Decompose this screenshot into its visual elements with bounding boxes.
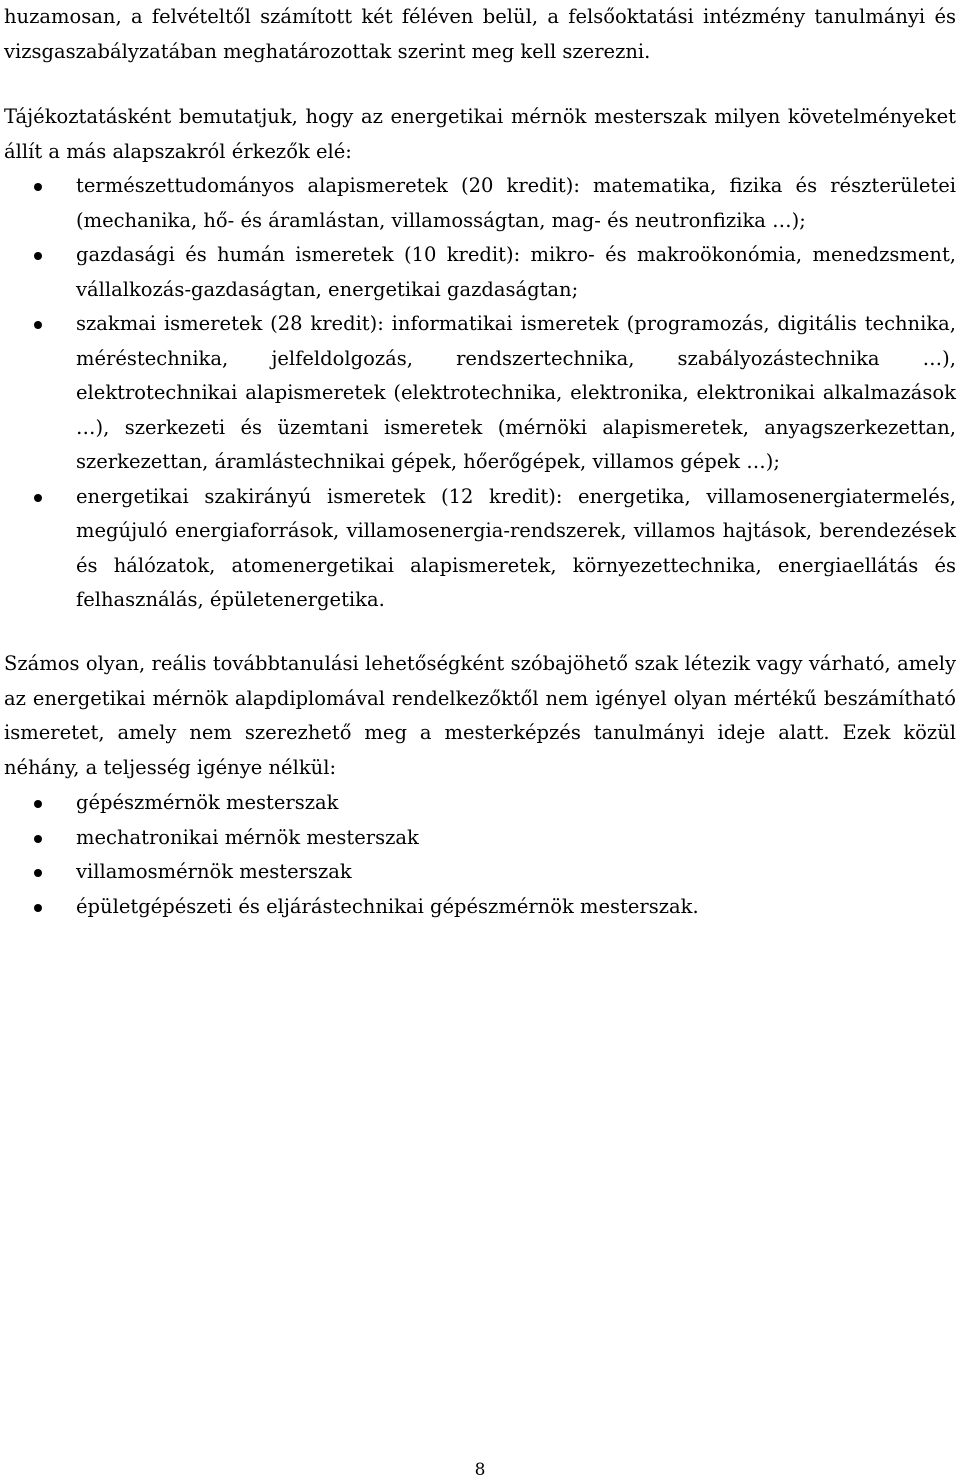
requirements-list (0, 169, 960, 618)
paragraph-further-studies: Számos olyan, reális továbbtanulási lehetőségként szóbajöhető szak létezik vagy várható, amely az energetikai mérnök alapdiplomával rendelkezőktől nem igényel olyan mértékű beszámítható ismeretet, amely nem szerezhető meg a mesterképzés tanulmányi ideje alatt. Ezek közül néhány, a teljesség igénye nélkül: (4, 652, 956, 779)
paragraph-requirements-intro: Tájékoztatásként bemutatjuk, hogy az energetikai mérnök mesterszak milyen követelményeket állít a más alapszakról érkezők elé: (4, 105, 956, 163)
programs-list (0, 786, 960, 924)
list-item-text: szakmai ismeretek (28 kredit): informatikai ismeretek (programozás, digitális technika, méréstechnika, jelfeldolgozás, rendszertechnika, szabályozástechnika …), elektrotechnikai alapismeretek (elektrotechnika, elektronika, elektronikai alkalmazások …), szerkezeti és üzemtani ismeretek (mérnöki alapismeretek, anyagszerkezettan, szerkezettan, áramlástechnikai gépek, hőerőgépek, villamos gépek …); (76, 312, 956, 473)
bullet-icon (34, 869, 42, 877)
list-item (0, 855, 960, 890)
list-item-text: energetikai szakirányú ismeretek (12 kredit): energetika, villamosenergiatermelés, megújuló energiaforrások, villamosenergia-rendszerek, villamos hajtások, berendezések és hálózatok, atomenergetikai alapismeretek, környezettechnika, energiaellátás és felhasználás, épületenergetika. (76, 484, 956, 611)
page-number: 8 (474, 1460, 486, 1480)
bullet-icon (34, 800, 42, 808)
bullet-icon (34, 835, 42, 843)
list-item (0, 480, 960, 618)
list-item (0, 890, 960, 925)
list-item-text: mechatronikai mérnök mesterszak (76, 825, 419, 849)
list-item-text: villamosmérnök mesterszak (76, 860, 352, 883)
list-item-text: természettudományos alapismeretek (20 kredit): matematika, fizika és részterületei (mechanika, hő- és áramlástan, villamosságtan, mag- és neutronfizika …); (76, 174, 956, 232)
list-item-text: épületgépészeti és eljárástechnikai gépészmérnök mesterszak. (76, 894, 699, 918)
list-item (0, 786, 960, 821)
list-item (0, 821, 960, 856)
list-item-text: gazdasági és humán ismeretek (10 kredit): mikro- és makroökonómia, menedzsment, vállalkozás-gazdaságtan, energetikai gazdaságtan; (76, 243, 956, 301)
list-item (0, 169, 960, 238)
list-item-text: gépészmérnök mesterszak (76, 791, 339, 814)
bullet-icon (34, 252, 42, 260)
bullet-icon (34, 904, 42, 912)
bullet-icon (34, 321, 42, 329)
list-item (0, 238, 960, 307)
paragraph-intro-continuation: huzamosan, a felvételtől számított két féléven belül, a felsőoktatási intézmény tanulmányi és vizsgaszabályzatában meghatározottak szerint meg kell szerezni. (4, 5, 956, 63)
list-item (0, 307, 960, 480)
bullet-icon (34, 494, 42, 502)
bullet-icon (34, 183, 42, 191)
